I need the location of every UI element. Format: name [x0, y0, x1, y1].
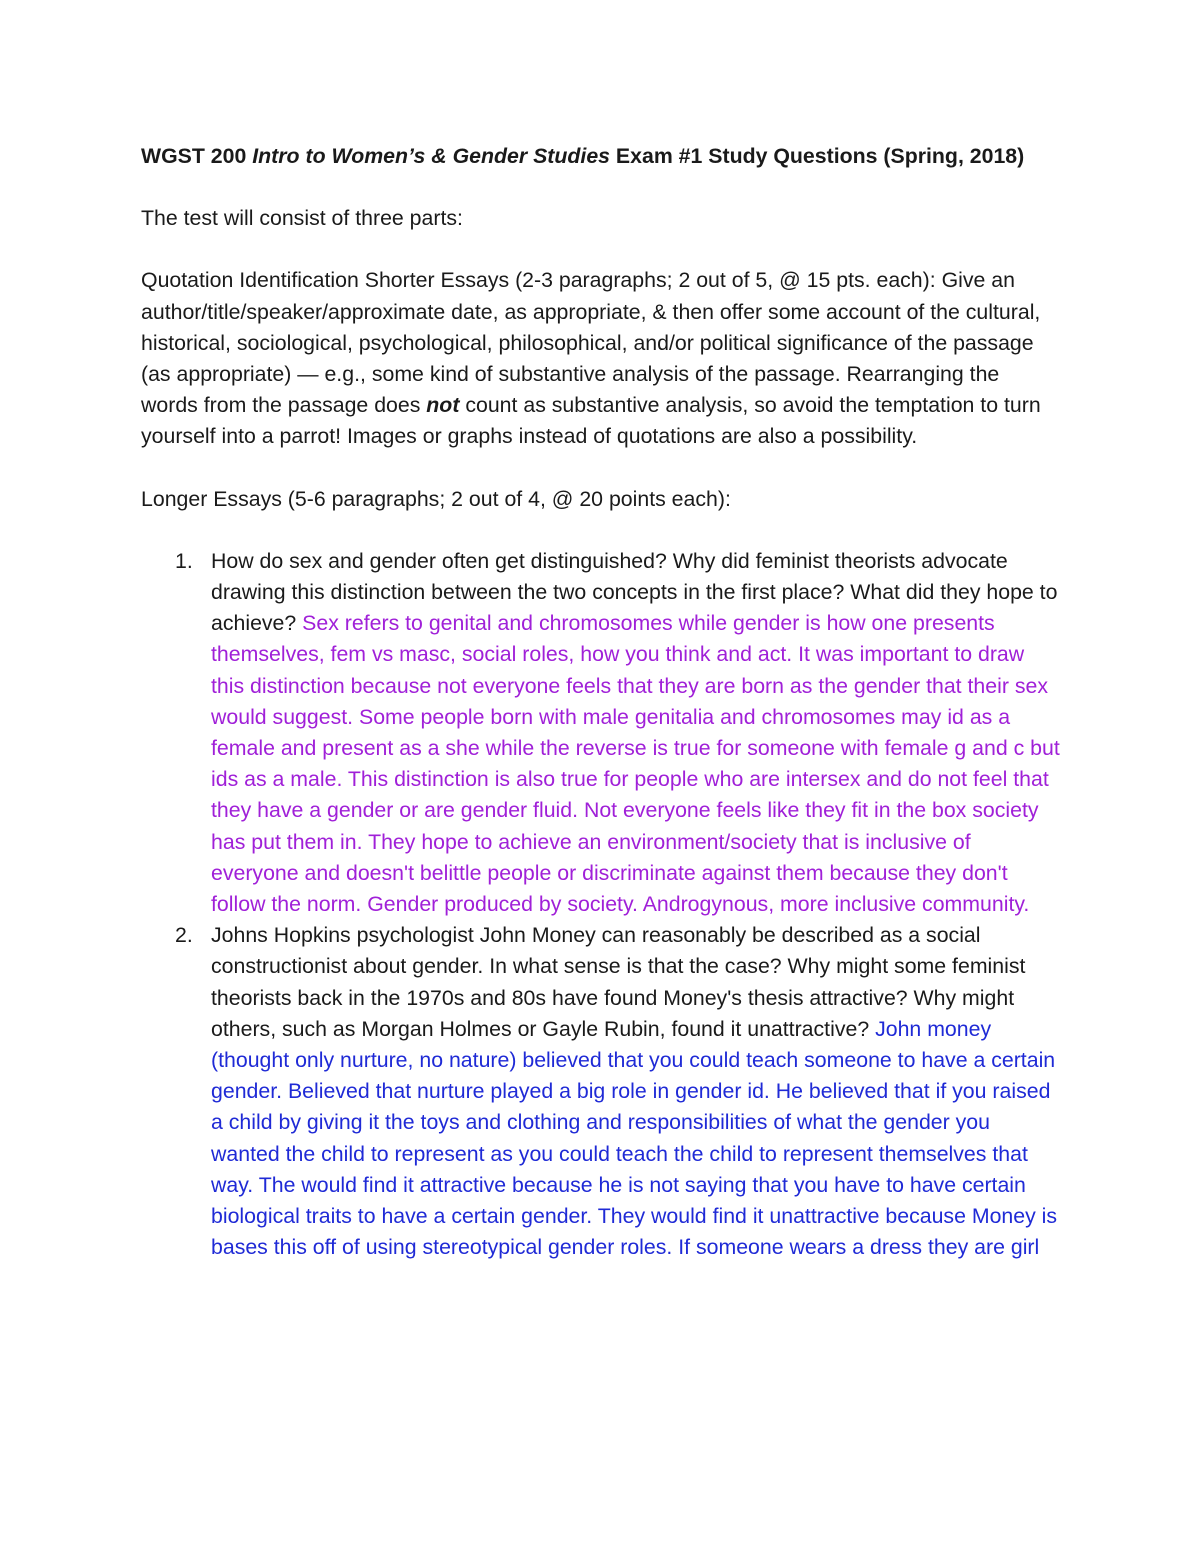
quotation-emphasis: not: [426, 393, 460, 418]
essay-question-item: [175, 920, 1061, 1263]
document-title: [141, 141, 1061, 172]
title-course-code: WGST 200: [141, 144, 253, 168]
question-text: Johns Hopkins psychologist John Money can reasonably be described as a social constructionist about gender. In what sense is that the case? Why might some feminist theorists back in the 1970s and 80s have found Money's thesis attractive? Why might others, such as Morgan Holmes or Gayle Rubin, found it unattractive?: [211, 923, 1026, 1041]
question-number: 2.: [175, 923, 193, 948]
question-number: 1.: [175, 548, 193, 573]
essay-question-list: [141, 546, 1061, 1264]
document-page: [141, 141, 1061, 1264]
quotation-text-before: Quotation Identification Shorter Essays (2-3 paragraphs; 2 out of 5, @ 15 pts. each): Give an author/title/speaker/approximate date, as appropriate, & then offer some account of the cultural, historical, sociological, psychological, philosophical, and/or political significance of the passage (as appropriate) — e.g., some kind of substantive analysis of the passage. Rearranging the words from the passage does: [141, 268, 1041, 418]
title-course-name: Intro to Women’s & Gender Studies: [252, 144, 611, 168]
longer-essays-heading: Longer Essays (5-6 paragraphs; 2 out of 4, @ 20 points each):: [141, 486, 731, 511]
answer-text: Sex refers to genital and chromosomes while gender is how one presents themselves, fem vs masc, social roles, how you think and act. It was important to draw this distinction because not everyone feels that they are born as the gender that their sex would suggest. Some people born with male genitalia and chromosomes may id as a female and present as a she while the reverse is true for someone with female g and c but ids as a male. This distinction is also true for people who are intersex and do not feel that they have a gender or are gender fluid. Not everyone feels like they fit in the box society has put them in. They hope to achieve an environment/society that is inclusive of everyone and doesn't belittle people or discriminate against them because they don't follow the norm. Gender produced by society. Androgynous, more inclusive community.: [211, 611, 1060, 917]
quotation-section-paragraph: [141, 265, 1061, 452]
quotation-text-after: count as substantive analysis, so avoid the temptation to turn yourself into a parrot! Images or graphs instead of quotations are also a possibility.: [141, 393, 1041, 449]
question-text: How do sex and gender often get distinguished? Why did feminist theorists advocate drawing this distinction between the two concepts in the first place? What did they hope to achieve?: [211, 548, 1058, 636]
answer-text: John money (thought only nurture, no nature) believed that you could teach someone to have a certain gender. Believed that nurture played a big role in gender id. He believed that if you raised a child by giving it the toys and clothing and responsibilities of what the gender you wanted the child to represent as you could teach the child to represent themselves that way. The would find it attractive because he is not saying that you have to have certain biological traits to have a certain gender. They would find it unattractive because Money is bases this off of using stereotypical gender roles. If someone wears a dress they are girl: [211, 1016, 1058, 1260]
intro-paragraph: The test will consist of three parts:: [141, 206, 463, 231]
title-exam-label: Exam #1 Study Questions (Spring, 2018): [610, 144, 1025, 168]
essay-question-item: [175, 546, 1061, 920]
